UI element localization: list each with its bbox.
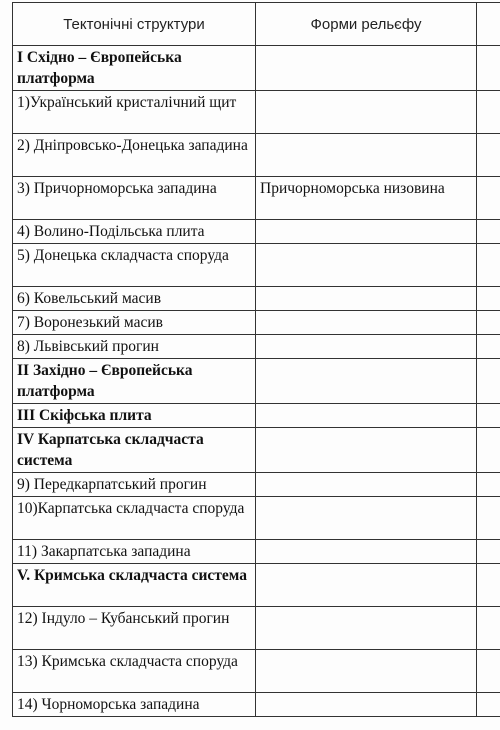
relief-cell <box>256 540 477 564</box>
extra-cell <box>477 311 500 335</box>
relief-cell: Причорноморська низовина <box>256 177 477 220</box>
relief-cell <box>256 607 477 650</box>
table-row <box>13 134 500 177</box>
relief-cell <box>256 693 477 717</box>
structure-cell: 1)Український кристалічний щит <box>13 91 256 134</box>
header-extra-column <box>477 3 500 46</box>
extra-cell <box>477 564 500 607</box>
table-row <box>13 650 500 693</box>
relief-cell <box>256 564 477 607</box>
extra-cell <box>477 244 500 287</box>
relief-cell <box>256 650 477 693</box>
relief-cell <box>256 220 477 244</box>
relief-cell <box>256 46 477 91</box>
structure-cell: 2) Дніпровсько-Донецька западина <box>13 134 256 177</box>
structure-group-cell: V. Кримська складчаста система <box>13 564 256 607</box>
relief-cell <box>256 428 477 473</box>
table-row <box>13 220 500 244</box>
relief-cell <box>256 311 477 335</box>
extra-cell <box>477 693 500 717</box>
extra-cell <box>477 473 500 497</box>
structure-cell: 4) Волино-Подільська плита <box>13 220 256 244</box>
table-body <box>13 46 500 717</box>
structure-cell: 10)Карпатська складчаста споруда <box>13 497 256 540</box>
structure-cell: 14) Чорноморська западина <box>13 693 256 717</box>
structure-cell: 11) Закарпатська западина <box>13 540 256 564</box>
extra-cell <box>477 177 500 220</box>
relief-cell <box>256 359 477 404</box>
structure-cell: 8) Львівський прогин <box>13 335 256 359</box>
structure-group-cell: ІІІ Скіфська плита <box>13 404 256 428</box>
table-row <box>13 46 500 91</box>
table-row <box>13 564 500 607</box>
relief-cell <box>256 404 477 428</box>
structure-cell: 9) Передкарпатський прогин <box>13 473 256 497</box>
extra-cell <box>477 220 500 244</box>
table-row <box>13 607 500 650</box>
extra-cell <box>477 540 500 564</box>
header-tectonic-structures: Тектонічні структури <box>13 3 256 46</box>
table-row <box>13 91 500 134</box>
structure-group-cell: ІV Карпатська складчаста система <box>13 428 256 473</box>
relief-cell <box>256 335 477 359</box>
extra-cell <box>477 359 500 404</box>
structure-cell: 5) Донецька складчаста споруда <box>13 244 256 287</box>
relief-cell <box>256 497 477 540</box>
table-row <box>13 404 500 428</box>
extra-cell <box>477 91 500 134</box>
relief-cell <box>256 134 477 177</box>
extra-cell <box>477 650 500 693</box>
structure-cell: 12) Індуло – Кубанський прогин <box>13 607 256 650</box>
table-row <box>13 287 500 311</box>
table-row <box>13 540 500 564</box>
table-row <box>13 244 500 287</box>
relief-cell <box>256 473 477 497</box>
extra-cell <box>477 607 500 650</box>
extra-cell <box>477 46 500 91</box>
structure-group-cell: І Східно – Європейська платформа <box>13 46 256 91</box>
extra-cell <box>477 497 500 540</box>
relief-cell <box>256 287 477 311</box>
table-row <box>13 177 500 220</box>
table-row <box>13 335 500 359</box>
structure-cell: 7) Воронезький масив <box>13 311 256 335</box>
table-row <box>13 693 500 717</box>
structure-cell: 6) Ковельський масив <box>13 287 256 311</box>
relief-cell <box>256 91 477 134</box>
extra-cell <box>477 428 500 473</box>
structure-group-cell: ІІ Західно – Європейська платформа <box>13 359 256 404</box>
table-row <box>13 428 500 473</box>
tectonic-table <box>12 2 500 717</box>
table-row <box>13 497 500 540</box>
extra-cell <box>477 335 500 359</box>
structure-cell: 13) Кримська складчаста споруда <box>13 650 256 693</box>
relief-cell <box>256 244 477 287</box>
extra-cell <box>477 404 500 428</box>
table-row <box>13 359 500 404</box>
table-row <box>13 473 500 497</box>
table-header-row <box>13 3 500 46</box>
header-relief-forms: Форми рельєфу <box>256 3 477 46</box>
structure-cell: 3) Причорноморська западина <box>13 177 256 220</box>
table-row <box>13 311 500 335</box>
extra-cell <box>477 134 500 177</box>
extra-cell <box>477 287 500 311</box>
